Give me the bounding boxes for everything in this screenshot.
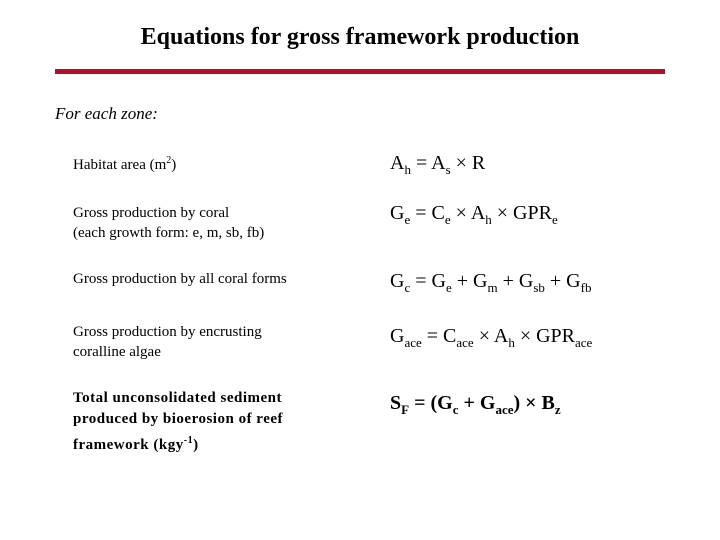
- title-divider: [55, 69, 665, 74]
- all-coral-production-equation: $G_c = G_e + G_m + G_{sb} + G_{fb}$: [390, 270, 592, 295]
- sediment-label: Total unconsolidated sediment produced by bioerosion of reef framework (kgy$^{-1}$): [73, 390, 284, 453]
- coralline-algae-label: Gross production by encrusting coralline algae: [73, 324, 262, 360]
- all-coral-production-label: Gross production by all coral forms: [73, 271, 287, 287]
- sediment-equation: $S_F = (G_c + G_{ace}) \times B_z$: [390, 392, 561, 417]
- coralline-algae-equation: $G_{ace} = C_{ace} \times A_h \times GPR_{ace}$: [390, 325, 593, 350]
- coral-production-equation: $G_e = C_e \times A_h \times GPR_e$: [390, 202, 558, 227]
- habitat-area-label: Habitat area $(m^2)$: [73, 155, 177, 173]
- coral-production-label: Gross production by coral (each growth form: e, m, sb, fb): [73, 205, 265, 241]
- zone-subheading: For each zone:: [55, 104, 158, 123]
- page-title: Equations for gross framework production: [140, 24, 580, 50]
- habitat-area-equation: $A_h = A_s \times R$: [390, 152, 486, 177]
